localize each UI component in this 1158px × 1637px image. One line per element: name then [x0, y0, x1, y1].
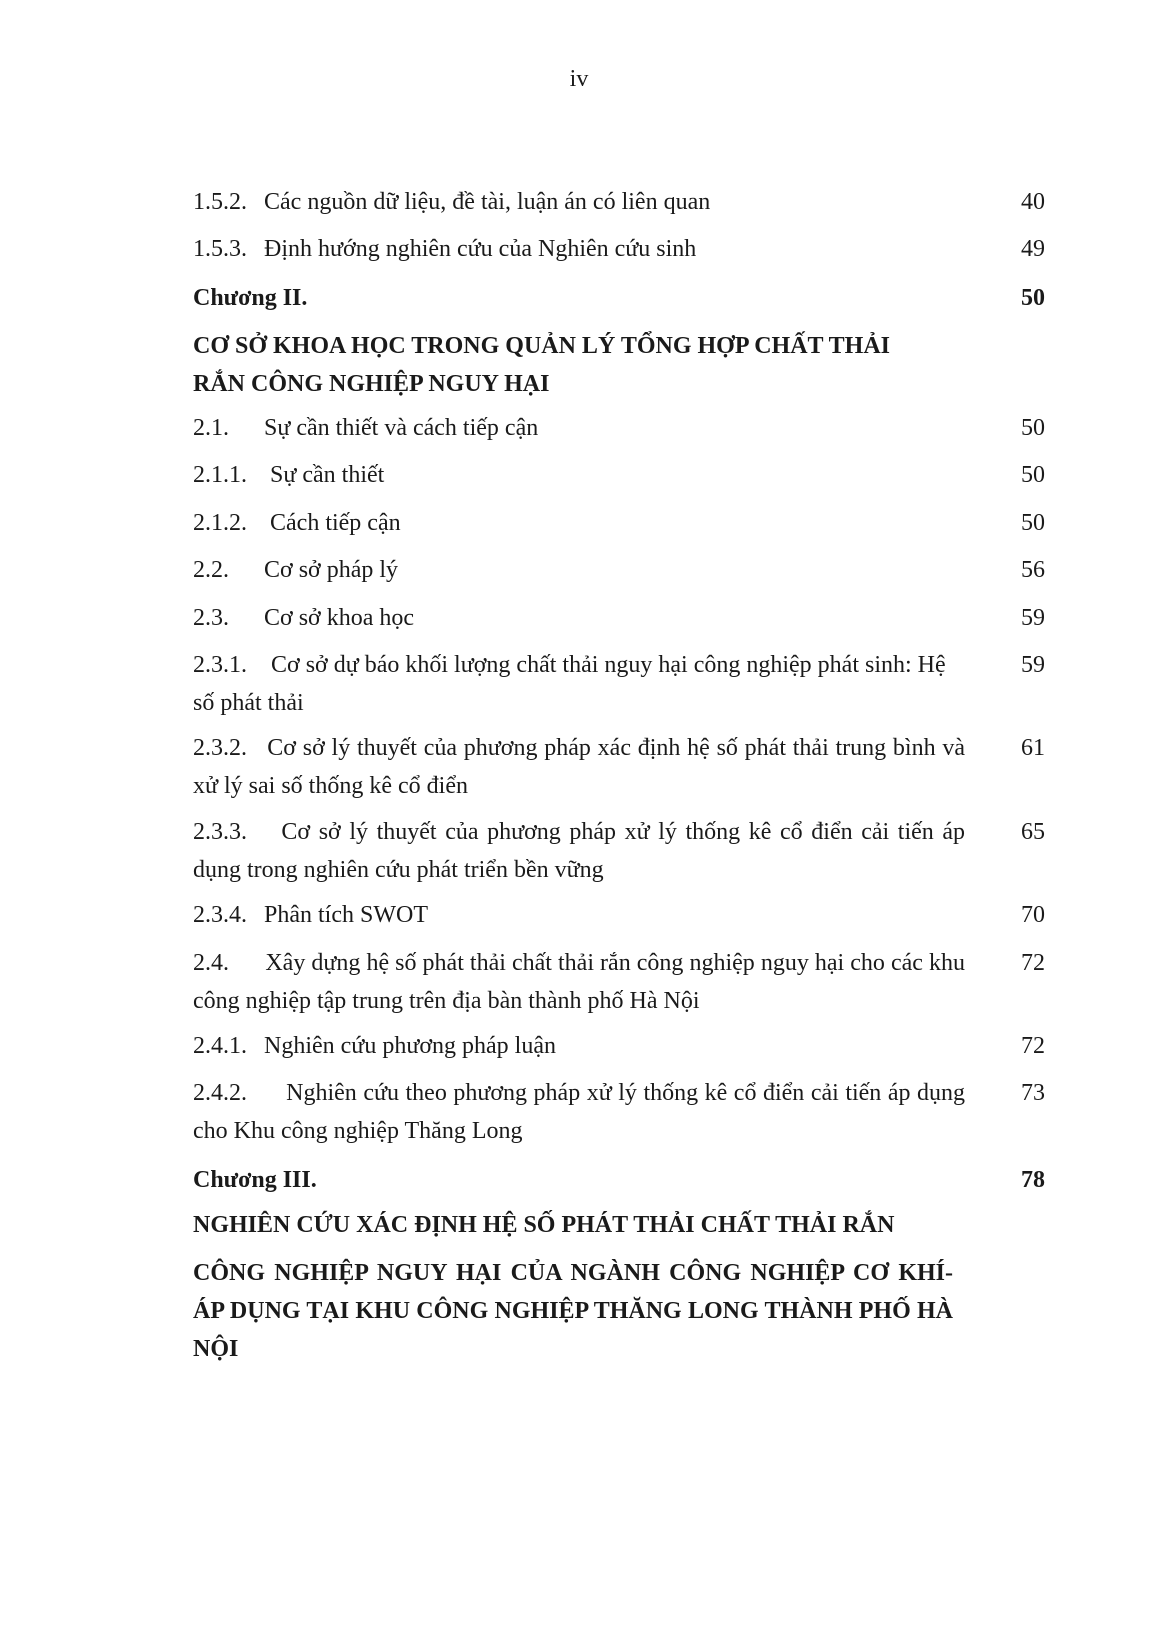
chapter-heading[interactable] — [193, 279, 1045, 317]
toc-entry[interactable] — [193, 729, 1045, 805]
entry-page: 56 — [1021, 557, 1045, 583]
entry-title: Các nguồn dữ liệu, đề tài, luận án có liên quan — [264, 189, 711, 215]
entry-number: 2.1. — [193, 415, 229, 441]
entry-page: 72 — [1021, 1033, 1045, 1059]
entry-page: 59 — [1021, 605, 1045, 631]
toc-entry[interactable] — [193, 599, 1045, 637]
toc-entry[interactable] — [193, 409, 1045, 447]
entry-title: Nghiên cứu phương pháp luận — [264, 1033, 556, 1059]
toc-entry[interactable] — [193, 230, 1045, 268]
entry-title: Cơ sở pháp lý — [264, 557, 399, 583]
chapter-label: Chương III. — [193, 1167, 317, 1193]
entry-number: 1.5.2. — [193, 189, 247, 215]
toc-entry[interactable] — [193, 896, 1045, 934]
toc-entry[interactable] — [193, 183, 1045, 221]
chapter-title: CƠ SỞ KHOA HỌC TRONG QUẢN LÝ TỔNG HỢP CHẤT THẢI RẮN CÔNG NGHIỆP NGUY HẠI — [193, 333, 891, 397]
entry-title: Cơ sở dự báo khối lượng chất thải nguy hại công nghiệp phát sinh: Hệ số phát thải — [193, 652, 946, 716]
entry-page: 59 — [1021, 652, 1045, 678]
entry-number: 2.4.1. — [193, 1033, 247, 1059]
entry-number: 2.3.4. — [193, 902, 247, 928]
entry-title: Cơ sở lý thuyết của phương pháp xử lý thống kê cổ điển cải tiến áp dụng trong nghiên cứu phát triển bền vững — [193, 819, 966, 883]
toc-entry[interactable] — [193, 646, 1045, 722]
entry-number: 2.1.2. — [193, 510, 247, 536]
entry-title: Phân tích SWOT — [264, 902, 428, 928]
entry-number: 1.5.3. — [193, 236, 247, 262]
entry-number: 2.3.1. — [193, 652, 247, 678]
entry-page: 72 — [1021, 950, 1045, 976]
toc-entry[interactable] — [193, 551, 1045, 589]
page-number: iv — [569, 66, 589, 92]
entry-title: Cơ sở khoa học — [264, 605, 415, 631]
entry-number: 2.4.2. — [193, 1080, 247, 1106]
entry-title: Cơ sở lý thuyết của phương pháp xác định hệ số phát thải trung bình và xử lý sai số thống kê cổ điển — [193, 735, 966, 799]
toc-entry[interactable] — [193, 504, 1045, 542]
entry-number: 2.1.1. — [193, 462, 247, 488]
entry-title: Sự cần thiết — [270, 462, 385, 488]
chapter-title: CÔNG NGHIỆP NGUY HẠI CỦA NGÀNH CÔNG NGHIỆP CƠ KHÍ- ÁP DỤNG TẠI KHU CÔNG NGHIỆP THĂNG LONG THÀNH PHỐ HÀ NỘI — [193, 1260, 953, 1362]
toc-entry[interactable] — [193, 1027, 1045, 1065]
entry-page: 40 — [1021, 189, 1045, 215]
chapter-page: 78 — [1021, 1167, 1045, 1193]
entry-number: 2.3.2. — [193, 735, 247, 761]
entry-number: 2.3.3. — [193, 819, 247, 845]
entry-page: 65 — [1021, 819, 1045, 845]
entry-page: 73 — [1021, 1080, 1045, 1106]
chapter-title-line: NGHIÊN CỨU XÁC ĐỊNH HỆ SỐ PHÁT THẢI CHẤT THẢI RẮN — [193, 1212, 895, 1238]
entry-title: Định hướng nghiên cứu của Nghiên cứu sinh — [264, 236, 697, 262]
entry-title: Xây dựng hệ số phát thải chất thải rắn công nghiệp nguy hại cho các khu công nghiệp tập trung trên địa bàn thành phố Hà Nội — [193, 950, 965, 1014]
entry-page: 70 — [1021, 902, 1045, 928]
entry-number: 2.2. — [193, 557, 229, 583]
entry-number: 2.4. — [193, 950, 229, 976]
toc-entry[interactable] — [193, 944, 1045, 1020]
entry-title: Cách tiếp cận — [270, 510, 401, 536]
entry-page: 50 — [1021, 510, 1045, 536]
entry-page: 50 — [1021, 462, 1045, 488]
entry-title: Sự cần thiết và cách tiếp cận — [264, 415, 539, 441]
entry-title: Nghiên cứu theo phương pháp xử lý thống kê cổ điển cải tiến áp dụng cho Khu công nghiệp Thăng Long — [193, 1080, 966, 1144]
chapter-label: Chương II. — [193, 285, 308, 311]
toc-entry[interactable] — [193, 813, 1045, 889]
entry-page: 49 — [1021, 236, 1045, 262]
toc-entry[interactable] — [193, 1074, 1045, 1150]
entry-page: 50 — [1021, 415, 1045, 441]
chapter-page: 50 — [1021, 285, 1045, 311]
entry-page: 61 — [1021, 735, 1045, 761]
entry-number: 2.3. — [193, 605, 229, 631]
toc-entry[interactable] — [193, 456, 1045, 494]
chapter-heading[interactable] — [193, 1161, 1045, 1199]
